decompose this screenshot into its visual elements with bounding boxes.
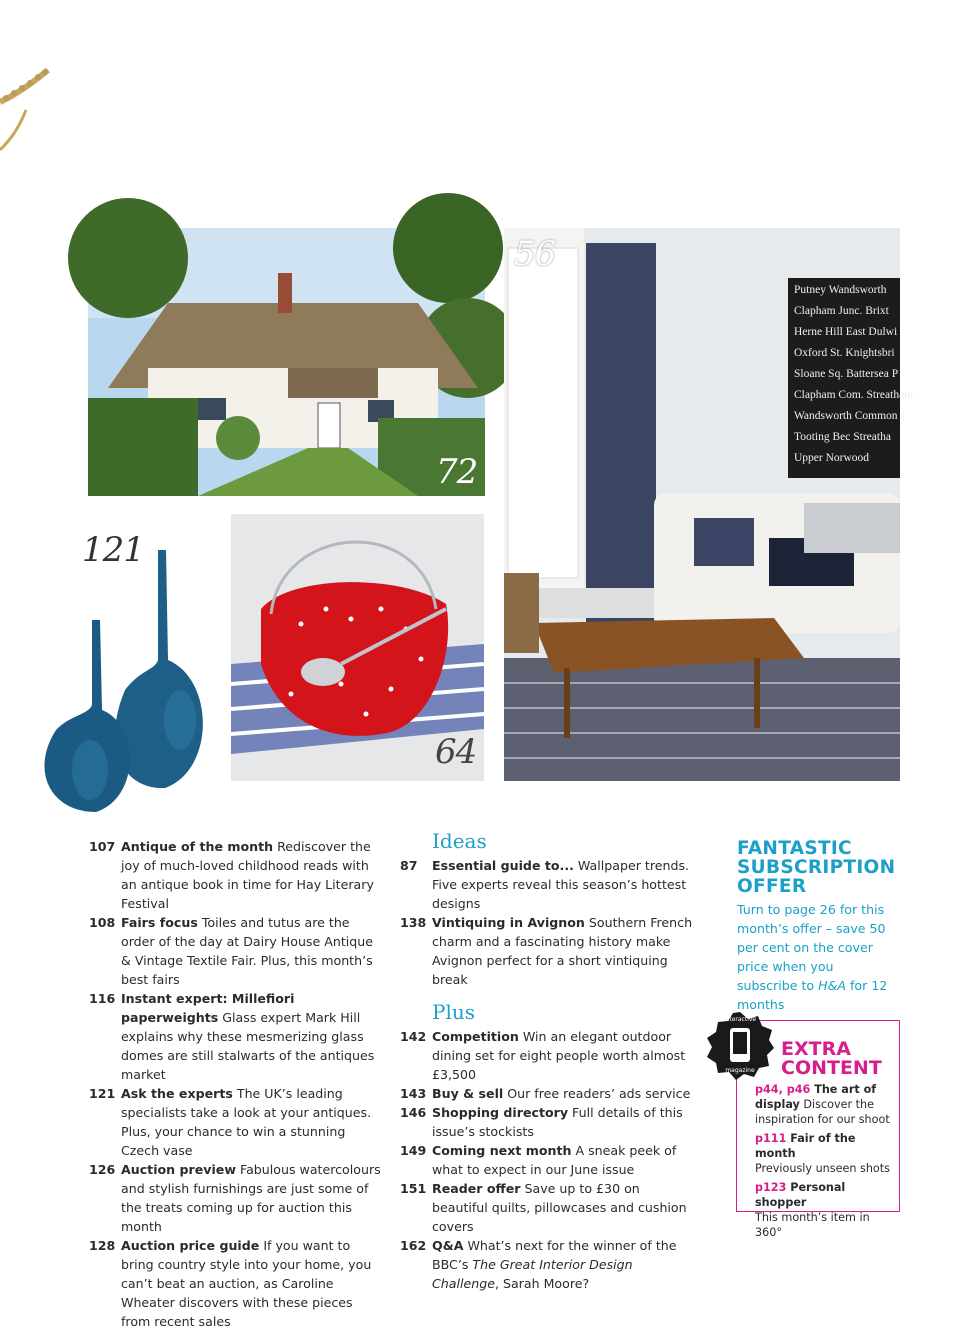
entry-text: If you want to bring country style into your home, you can’t beat an auction, as Caroline Wheater discovers with these pieces from recent sales: [121, 1238, 372, 1329]
blue-vases-photo: [30, 530, 230, 815]
entry-heading: Reader offer: [432, 1181, 521, 1196]
destination-sign: [794, 280, 914, 469]
sign-line: Wandsworth Common: [794, 410, 898, 422]
entry-text: The UK’s leading specialists take a look at your antiques. Plus, your chance to win a stunning Czech vase: [121, 1086, 372, 1158]
photo-page-72: 72: [436, 452, 478, 492]
contents-entry[interactable]: [400, 1027, 695, 1084]
contents-entry[interactable]: [400, 1179, 695, 1236]
extra-pages: p123: [755, 1181, 787, 1194]
section-title-plus: Plus: [432, 1000, 475, 1024]
contents-entry[interactable]: [89, 837, 382, 913]
subscription-offer-text[interactable]: [737, 900, 897, 1014]
extra-content-item[interactable]: [755, 1131, 899, 1176]
page-number: 107: [89, 839, 116, 854]
extra-pages: p44, p46: [755, 1083, 811, 1096]
entry-text: Southern French charm and a fascinating history make Avignon perfect for a short vintiquing break: [432, 915, 693, 987]
cottage-photo: [88, 228, 485, 496]
sign-line: Clapham Junc. Brixt: [794, 305, 889, 317]
entry-heading: Auction price guide: [121, 1238, 260, 1253]
entry-text: What’s next for the winner of the BBC’s: [432, 1238, 677, 1272]
entry-text: Toiles and tutus are the order of the day at Dairy House Antique & Vintage Textile Fair. Plus, this month’s best fairs: [121, 915, 373, 987]
page-number: 138: [400, 915, 427, 930]
entry-text-tail: , Sarah Moore?: [494, 1276, 590, 1291]
photo-page-121: 121: [82, 530, 144, 570]
contents-column-2: [400, 828, 695, 1293]
entry-heading: Essential guide to...: [432, 858, 574, 873]
interactive-magazine-badge-icon: [704, 1010, 776, 1082]
entry-heading: Antique of the month: [121, 839, 274, 854]
contents-entry[interactable]: [89, 989, 382, 1084]
contents-entry[interactable]: [400, 856, 695, 913]
offer-text-italic: H&A: [818, 978, 846, 993]
offer-text-tail: for 12 months: [737, 978, 888, 1012]
photo-page-56: 56: [514, 234, 556, 274]
sign-line: Clapham Com. Streatham: [794, 389, 914, 401]
entry-text: Rediscover the joy of much-loved childhood reads with an antique book in time for Hay Literary Festival: [121, 839, 374, 911]
sign-line: Tooting Bec Streatha: [794, 431, 891, 443]
offer-title-line: OFFER: [737, 876, 807, 897]
sign-line: Upper Norwood: [794, 452, 870, 464]
offer-text: Turn to page 26 for this month’s offer – save 50 per cent on the cover price when you subscribe to: [737, 902, 886, 993]
entry-text-italic: The Great Interior Design Challenge: [432, 1257, 633, 1291]
page-number: 149: [400, 1143, 427, 1158]
extra-content-item[interactable]: [755, 1180, 899, 1240]
entry-text: Full details of this issue’s stockists: [432, 1105, 683, 1139]
contents-entry[interactable]: [400, 1103, 695, 1141]
entry-heading: Fairs focus: [121, 915, 198, 930]
entry-heading: Shopping directory: [432, 1105, 569, 1120]
entry-text: Save up to £30 on beautiful quilts, pillowcases and cushion covers: [432, 1181, 687, 1234]
extra-text: Discover the inspiration for our shoot: [755, 1098, 890, 1126]
extra-heading: Personal shopper: [755, 1181, 846, 1209]
offer-title-line: FANTASTIC: [737, 838, 852, 859]
page-number: 142: [400, 1029, 427, 1044]
red-dish-photo: [231, 514, 484, 781]
page-number: 126: [89, 1162, 116, 1177]
extra-content-item[interactable]: [755, 1082, 899, 1127]
entry-heading: Buy & sell: [432, 1086, 504, 1101]
contents-entry[interactable]: [400, 1236, 695, 1293]
contents-entry[interactable]: [89, 1160, 382, 1236]
entry-text: Fabulous watercolours and stylish furnishings are just some of the treats coming up for auction this month: [121, 1162, 381, 1234]
extra-title-line: CONTENT: [781, 1057, 882, 1079]
page-number: 116: [89, 991, 116, 1006]
contents-column-1: [89, 837, 382, 1331]
subscription-offer-title[interactable]: [737, 839, 937, 896]
extra-heading: The art of display: [755, 1083, 877, 1111]
sign-line: Putney Wandsworth: [794, 284, 887, 296]
extra-title-line: EXTRA: [781, 1038, 851, 1060]
living-room-photo: [504, 228, 914, 781]
contents-entry[interactable]: [400, 1084, 695, 1103]
entry-heading: Coming next month: [432, 1143, 572, 1158]
contents-entry[interactable]: [89, 1084, 382, 1160]
page-number: 108: [89, 915, 116, 930]
entry-text: Our free readers’ ads service: [503, 1086, 691, 1101]
page-number: 151: [400, 1181, 427, 1196]
entry-heading: Q&A: [432, 1238, 464, 1253]
entry-heading: Auction preview: [121, 1162, 236, 1177]
brooch-decoration: [0, 40, 60, 160]
entry-text: Glass expert Mark Hill explains why these mesmerizing glass domes are still stalwarts of the antiques market: [121, 1010, 375, 1082]
contents-entry[interactable]: [89, 913, 382, 989]
extra-content-title: [781, 1040, 882, 1078]
sign-line: Oxford St. Knightsbri: [794, 347, 895, 359]
entry-text: Wallpaper trends. Five experts reveal this season’s hottest designs: [432, 858, 690, 911]
extra-heading: Fair of the month: [755, 1132, 856, 1160]
entry-text: Win an elegant outdoor dining set for eight people worth almost £3,500: [432, 1029, 686, 1082]
badge-text-top: interactive: [723, 1016, 757, 1023]
entry-heading: Ask the experts: [121, 1086, 233, 1101]
page-number: 121: [89, 1086, 116, 1101]
entry-heading: Competition: [432, 1029, 519, 1044]
section-title-ideas: Ideas: [432, 829, 487, 853]
extra-text: Previously unseen shots: [755, 1162, 890, 1175]
badge-text-bottom: magazine: [725, 1067, 755, 1074]
photo-page-64: 64: [435, 732, 477, 772]
contents-entry[interactable]: [400, 913, 695, 989]
entry-text: A sneak peek of what to expect in our June issue: [432, 1143, 677, 1177]
entry-heading: Instant expert: Millefiori paperweights: [121, 991, 295, 1025]
page-number: 146: [400, 1105, 427, 1120]
contents-entry[interactable]: [400, 1141, 695, 1179]
extra-text: This month’s item in 360°: [755, 1211, 870, 1239]
sign-line: Herne Hill East Dulwi: [794, 326, 898, 338]
extra-pages: p111: [755, 1132, 787, 1145]
page-number: 162: [400, 1238, 427, 1253]
entry-heading: Vintiquing in Avignon: [432, 915, 585, 930]
page-number: 128: [89, 1238, 116, 1253]
page-number: 143: [400, 1086, 427, 1101]
offer-title-line: SUBSCRIPTION: [737, 857, 896, 878]
sign-line: Sloane Sq. Battersea P: [794, 368, 899, 380]
contents-entry[interactable]: [89, 1236, 382, 1331]
page-number: 87: [400, 858, 418, 873]
extra-content-list: [755, 1082, 899, 1244]
